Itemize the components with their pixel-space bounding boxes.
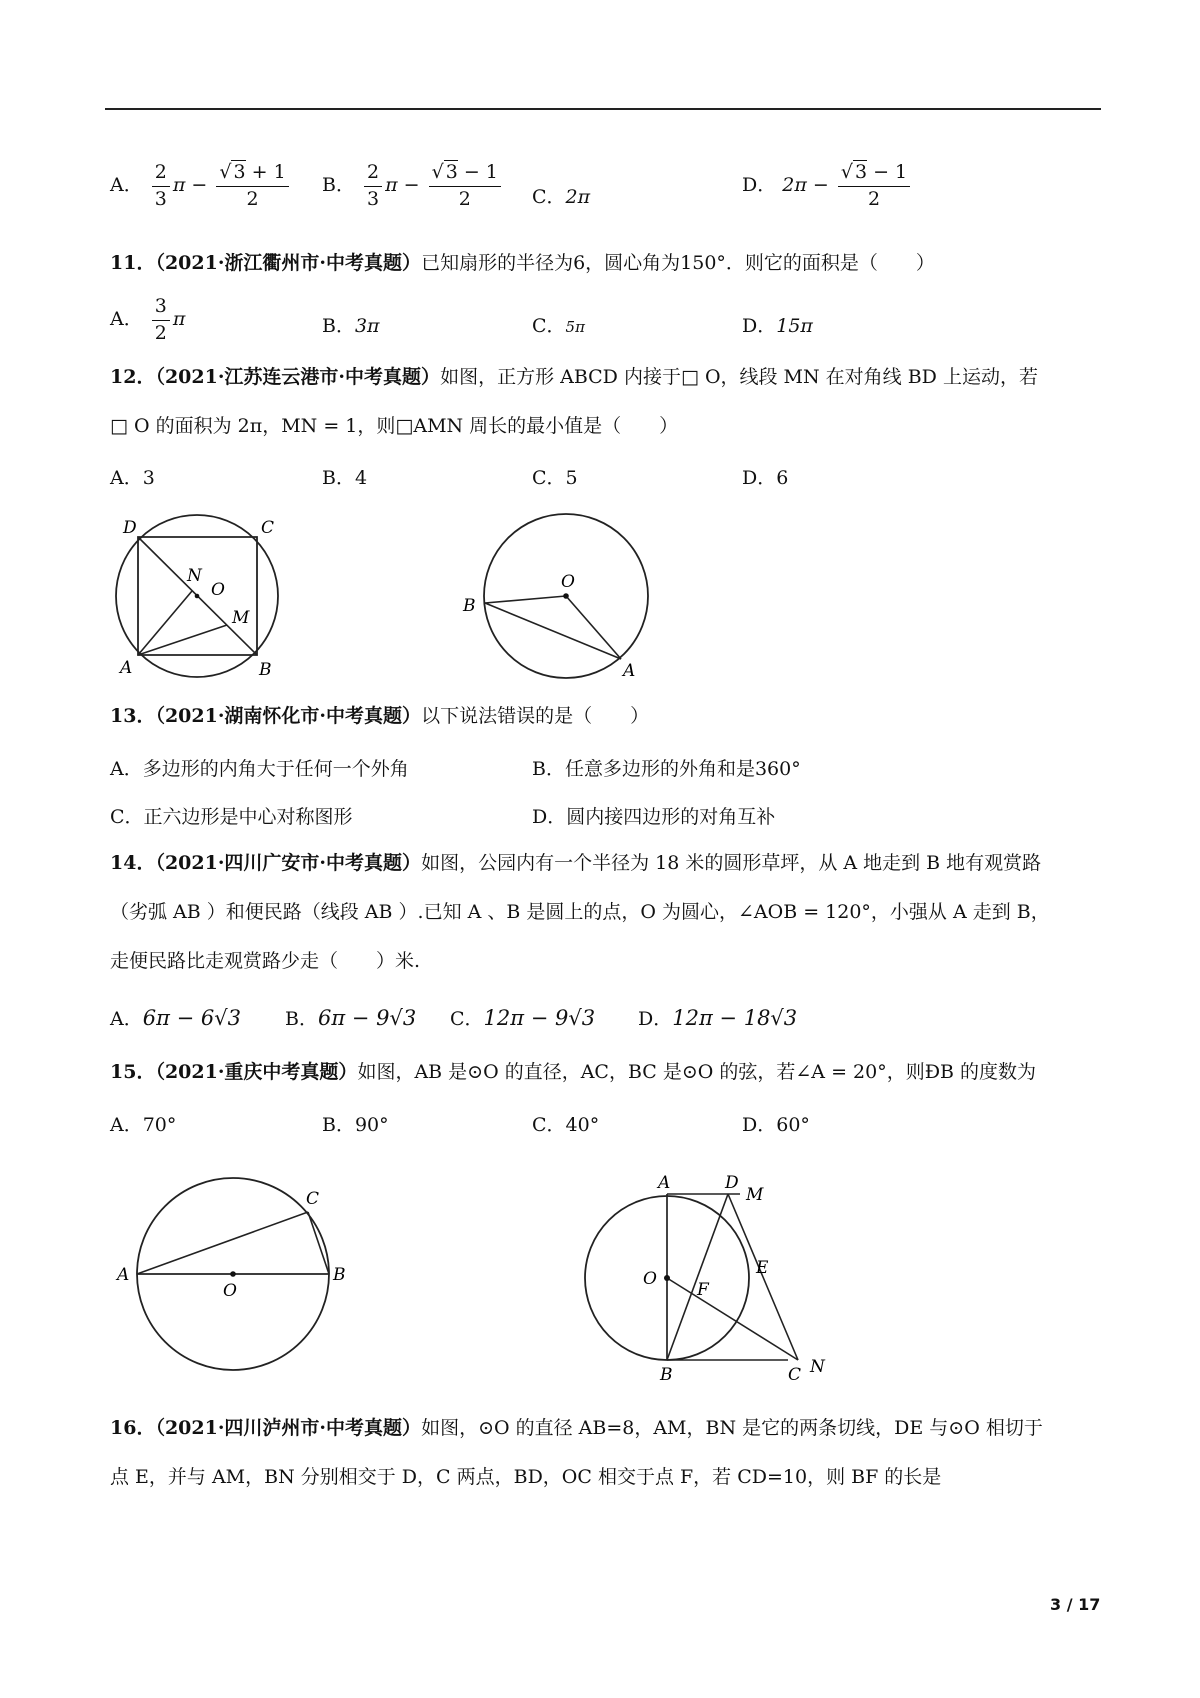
chord-bc xyxy=(308,1212,329,1274)
center-point xyxy=(195,594,200,599)
figure-diameter-ab xyxy=(105,1160,365,1385)
question-15: 15．（2021·重庆中考真题）如图，AB 是⊙O 的直径，AC，BC 是⊙O 的弦，若∠A = 20°，则ÐB 的度数为 xyxy=(110,1061,1037,1083)
center-point xyxy=(230,1271,236,1277)
fraction: $\frac{√ 3 + 1}{2}$ xyxy=(216,160,288,212)
label-d: D xyxy=(725,1173,739,1193)
label-c: C xyxy=(261,518,275,538)
q15-option-a[interactable]: A．70° xyxy=(110,1114,177,1136)
label-e: E xyxy=(756,1258,769,1278)
q13-option-c[interactable]: C．正六边形是中心对称图形 xyxy=(110,806,353,828)
q14-option-a[interactable]: A．6π − 6√3 xyxy=(110,1006,241,1030)
fraction: $\frac{2}{3}$ xyxy=(364,160,382,212)
segment-bd xyxy=(667,1194,728,1360)
q10-option-c[interactable]: C．2π xyxy=(532,186,591,208)
label-m: M xyxy=(746,1185,764,1205)
figure-tangent-lines xyxy=(570,1160,840,1385)
label-n: N xyxy=(187,566,202,586)
q15-option-d[interactable]: D．60° xyxy=(742,1114,810,1136)
label-o: O xyxy=(211,580,225,600)
q12-option-b[interactable]: B．4 xyxy=(322,467,368,489)
q11-option-a[interactable]: A． $\frac{3}{2}$ π xyxy=(110,294,185,346)
question-14-line-2: （劣弧 AB ）和便民路（线段 AB ）.已知 A 、B 是圆上的点，O 为圆心，∠AOB = 120°，小强从 A 走到 B， xyxy=(110,901,1050,923)
label-n: N xyxy=(810,1357,825,1377)
label-a: A xyxy=(658,1173,671,1193)
radius-oa xyxy=(566,596,621,659)
question-14-line-3: 走便民路比走观赏路少走（ ）米. xyxy=(110,950,421,972)
label-c: C xyxy=(306,1189,320,1209)
center-point xyxy=(563,593,569,599)
page-number: 3 / 17 xyxy=(1050,1595,1101,1614)
q11-option-d[interactable]: D．15π xyxy=(742,315,813,337)
figure-inscribed-square xyxy=(105,505,295,690)
q11-option-b[interactable]: B．3π xyxy=(322,315,380,337)
q15-option-c[interactable]: C．40° xyxy=(532,1114,600,1136)
label-a: A xyxy=(117,1265,130,1285)
q13-option-b[interactable]: B．任意多边形的外角和是360° xyxy=(532,758,801,780)
fraction: $\frac{2}{3}$ xyxy=(152,160,170,212)
q12-option-d[interactable]: D．6 xyxy=(742,467,789,489)
label-o: O xyxy=(643,1269,657,1289)
label-c: C xyxy=(788,1365,802,1385)
radius-ob xyxy=(485,596,566,603)
question-14-line-1: 14．（2021·四川广安市·中考真题）如图，公园内有一个半径为 18 米的圆形草坪，从 A 地走到 B 地有观赏路 xyxy=(110,852,1042,874)
label-b: B xyxy=(333,1265,346,1285)
chord-ac xyxy=(137,1212,308,1274)
q10-option-a[interactable]: A． $\frac{2}{3}$ π − $\frac{√ 3 + 1}{2}$ xyxy=(110,160,292,212)
fraction: $\frac{3}{2}$ xyxy=(152,294,170,346)
header-rule xyxy=(105,108,1101,110)
label-m: M xyxy=(232,608,250,628)
label-o: O xyxy=(223,1281,237,1301)
label-f: F xyxy=(697,1280,709,1300)
question-11: 11．（2021·浙江衢州市·中考真题）已知扇形的半径为6，圆心角为150°．则它的面积是（ ） xyxy=(110,252,935,274)
q15-option-b[interactable]: B．90° xyxy=(322,1114,389,1136)
figure-sector-aob xyxy=(455,505,665,690)
question-13: 13．（2021·湖南怀化市·中考真题）以下说法错误的是（ ） xyxy=(110,705,650,727)
label-d: D xyxy=(123,518,137,538)
center-point xyxy=(664,1275,670,1281)
q11-option-c[interactable]: C．5π xyxy=(532,315,585,337)
label-o: O xyxy=(561,572,575,592)
label-b: B xyxy=(463,596,476,616)
segment-oc xyxy=(667,1278,798,1360)
fraction: $\frac{√ 3 - 1}{2}$ xyxy=(838,160,910,212)
label-a: A xyxy=(120,658,133,678)
q13-option-d[interactable]: D．圆内接四边形的对角互补 xyxy=(532,806,776,828)
q14-option-c[interactable]: C．12π − 9√3 xyxy=(450,1006,596,1030)
q12-option-a[interactable]: A．3 xyxy=(110,467,155,489)
question-16-line-1: 16．（2021·四川泸州市·中考真题）如图，⊙O 的直径 AB=8，AM，BN 是它的两条切线，DE 与⊙O 相切于 xyxy=(110,1417,1043,1439)
q14-option-b[interactable]: B．6π − 9√3 xyxy=(285,1006,417,1030)
question-12-line-2: □ O 的面积为 2π，MN = 1，则□AMN 周长的最小值是（ ） xyxy=(110,415,679,437)
q10-option-d[interactable]: D． 2π − $\frac{√ 3 - 1}{2}$ xyxy=(742,160,913,212)
q10-option-b[interactable]: B． $\frac{2}{3}$ π − $\frac{√ 3 - 1}{2}$ xyxy=(322,160,504,212)
q13-option-a[interactable]: A．多边形的内角大于任何一个外角 xyxy=(110,758,409,780)
question-12-line-1: 12．（2021·江苏连云港市·中考真题）如图，正方形 ABCD 内接于□ O，线段 MN 在对角线 BD 上运动，若 xyxy=(110,366,1038,388)
label-b: B xyxy=(259,660,272,680)
fraction: $\frac{√ 3 - 1}{2}$ xyxy=(429,160,501,212)
label-b: B xyxy=(660,1365,673,1385)
q14-option-d[interactable]: D．12π − 18√3 xyxy=(638,1006,798,1030)
q12-option-c[interactable]: C．5 xyxy=(532,467,578,489)
question-16-line-2: 点 E，并与 AM，BN 分别相交于 D，C 两点，BD，OC 相交于点 F，若 CD=10，则 BF 的长是 xyxy=(110,1466,942,1488)
label-a: A xyxy=(623,661,636,681)
